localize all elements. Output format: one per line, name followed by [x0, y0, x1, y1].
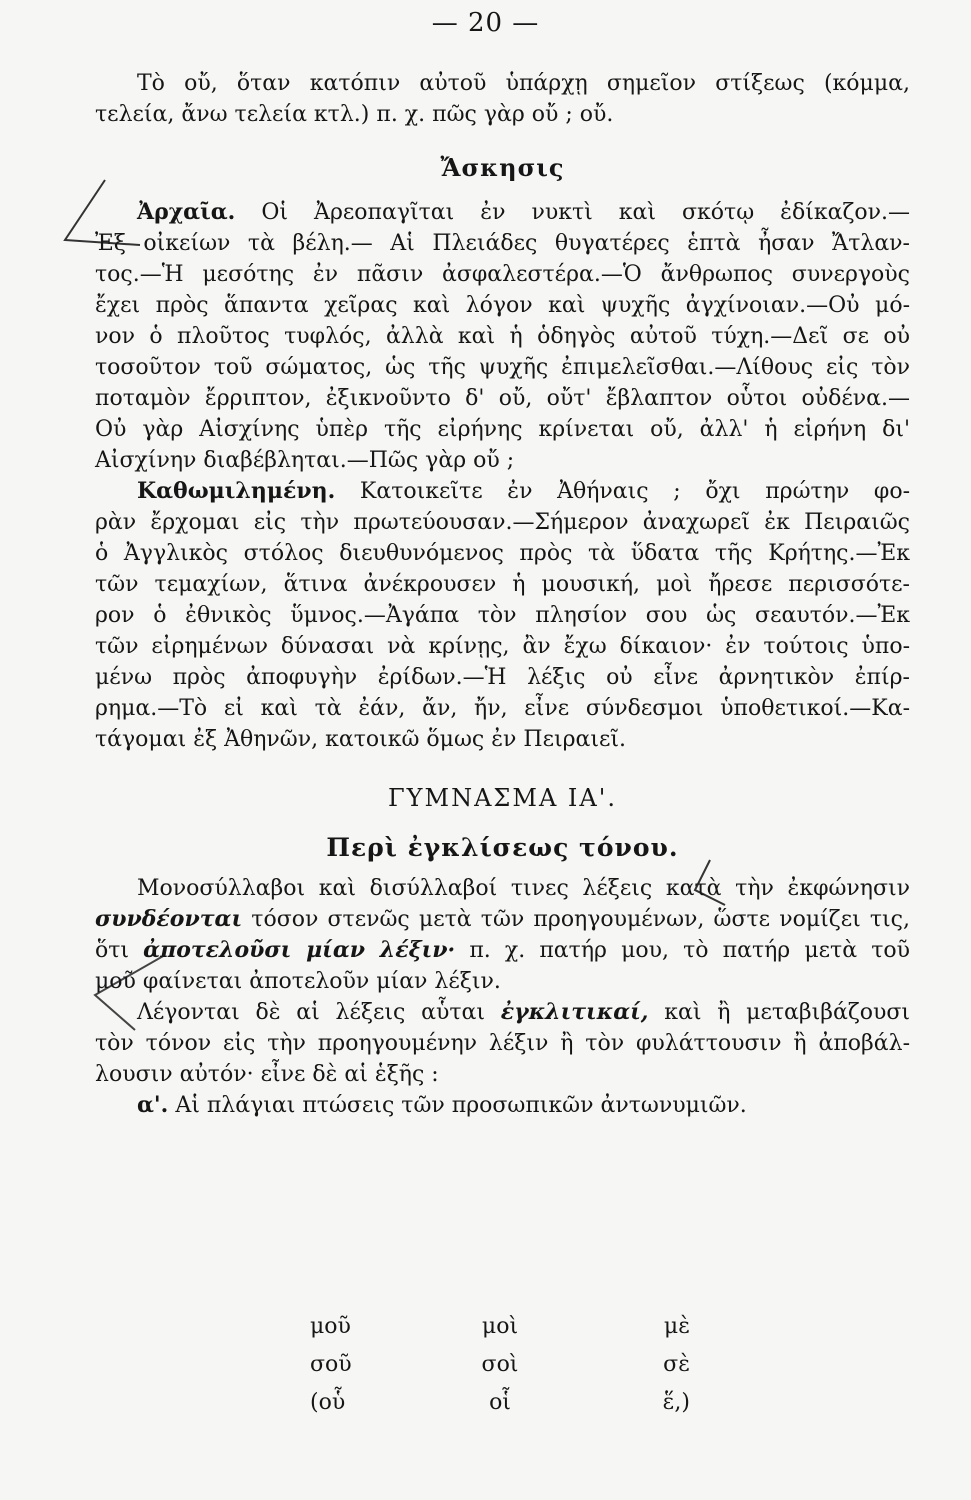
- forms-cell: μοὶ: [481, 1314, 519, 1339]
- para2-line: τὸν τόνον εἰς τὴν προηγουμένην λέξιν ἢ τὸν φυλάττουσιν ἢ ἀποβάλ-: [95, 1031, 910, 1056]
- para1-line: [95, 935, 910, 966]
- para1-line: Μονοσύλλαβοι καὶ δισύλλαβοί τινες λέξεις κατὰ τὴν ἐκφώνησιν: [137, 876, 910, 901]
- section-title: ΓΥΜΝΑΣΜΑ ΙΑ'.: [388, 784, 617, 812]
- forms-row: [310, 1308, 690, 1346]
- ancient-line: νον ὁ πλοῦτος τυφλός, ἀλλὰ καὶ ἡ ὁδηγὸς αὐτοῦ τύχη.—Δεῖ σε οὐ: [95, 324, 910, 349]
- modern-line: τάγομαι ἐξ Ἀθηνῶν, κατοικῶ ὅμως ἐν Πειραιεῖ.: [95, 727, 627, 752]
- ancient-label: Ἀρχαῖα.: [137, 199, 236, 225]
- modern-text: Κατοικεῖτε ἐν Ἀθήναις ; ὄχι πρώτην φο-: [359, 479, 911, 504]
- pronoun-forms-table: [310, 1308, 690, 1422]
- para2-text: Λέγονται δὲ αἱ λέξεις αὗται: [137, 1000, 486, 1025]
- modern-line: ρημα.—Τὸ εἰ καὶ τὰ ἐάν, ἄν, ἤν, εἶνε σύνδεσμοι ὑποθετικοί.—Κα-: [95, 696, 910, 721]
- forms-cell: σὲ: [663, 1352, 690, 1377]
- modern-line: ὁ Ἀγγλικὸς στόλος διευθυνόμενος πρὸς τὰ ὕδατα τῆς Κρήτης.—Ἐκ: [95, 541, 910, 566]
- modern-line: ρον ὁ ἐθνικὸς ὕμνος.—Ἀγάπα τὸν πλησίον σου ὡς σεαυτόν.—Ἐκ: [95, 603, 910, 628]
- para1-line: [95, 904, 910, 935]
- ancient-text: Οἱ Ἀρεοπαγῖται ἐν νυκτὶ καὶ σκότῳ ἐδίκαζον.—: [261, 200, 910, 225]
- ancient-line: ἔχει πρὸς ἅπαντα χεῖρας καὶ λόγον καὶ ψυχῆς ἀγχίνοιαν.—Οὐ μό-: [95, 293, 910, 318]
- para2-line: λουσιν αὐτόν· εἶνε δὲ αἱ ἑξῆς :: [95, 1062, 439, 1087]
- section-subtitle: Περὶ ἐγκλίσεως τόνου.: [326, 833, 679, 862]
- para2-emphasis: ἐγκλιτικαί,: [500, 999, 649, 1025]
- forms-cell: οἷ: [489, 1390, 511, 1415]
- body-text: [95, 68, 910, 1121]
- modern-line: τῶν τεμαχίων, ἅτινα ἀνέκρουσεν ἡ μουσική, μοὶ ἤρεσε περισσότε-: [95, 572, 910, 597]
- ancient-line: Ἐξ οἰκείων τὰ βέλη.— Αἱ Πλειάδες θυγατέρες ἑπτὰ ἦσαν Ἄτλαν-: [95, 231, 910, 256]
- page-number: — 20 —: [431, 8, 540, 38]
- ancient-line: τοσοῦτον τοῦ σώματος, ὡς τῆς ψυχῆς ἐπιμελεῖσθαι.—Λίθους εἰς τὸν: [95, 355, 910, 380]
- modern-line: [95, 476, 910, 507]
- modern-line: ρὰν ἔρχομαι εἰς τὴν πρωτεύουσαν.—Σήμερον ἀναχωρεῖ ἐκ Πειραιῶς: [95, 510, 910, 535]
- forms-cell: (οὗ: [310, 1390, 346, 1415]
- ancient-line: τος.—Ἡ μεσότης ἐν πᾶσιν ἀσφαλεστέρα.—Ὁ ἄνθρωπος συνεργοὺς: [95, 262, 910, 287]
- para1-text: ὅτι: [95, 938, 130, 963]
- forms-cell: σοὶ: [481, 1352, 519, 1377]
- forms-cell: σοῦ: [310, 1352, 352, 1377]
- ancient-line: Οὐ γὰρ Αἰσχίνης ὑπὲρ τῆς εἰρήνης κρίνεται οὔ, ἀλλ' ἡ εἰρήνη δι': [95, 417, 910, 442]
- para1-line: μοῦ φαίνεται ἀποτελοῦν μίαν λέξιν.: [95, 969, 501, 994]
- modern-label: Καθωμιλημένη.: [137, 478, 336, 504]
- item-a-label: α'.: [137, 1092, 169, 1118]
- forms-row: [310, 1346, 690, 1384]
- forms-row: [310, 1384, 690, 1422]
- para2-text: καὶ ἢ μεταβιβάζουσι: [664, 1000, 911, 1025]
- para1-text: τόσον στενῶς μετὰ τῶν προηγουμένων, ὥστε νομίζει τις,: [251, 907, 910, 932]
- para1-text: π. χ. πατήρ μου, τὸ πατήρ μετὰ τοῦ: [469, 938, 910, 963]
- para1-emphasis: συνδέονται: [95, 906, 243, 932]
- forms-cell: μοῦ: [310, 1314, 351, 1339]
- para1-emphasis: ἀποτελοῦσι μίαν λέξιν·: [143, 937, 456, 963]
- intro-line: [95, 68, 910, 99]
- ancient-line: [95, 197, 910, 228]
- para2-line: [95, 997, 910, 1028]
- item-a-text: Αἱ πλάγιαι πτώσεις τῶν προσωπικῶν ἀντωνυμιῶν.: [175, 1093, 747, 1118]
- ancient-line: ποταμὸν ἔρριπτον, ἐξικνοῦντο δ' οὔ, οὔτ' ἔβλαπτον οὗτοι οὐδένα.—: [95, 386, 910, 411]
- modern-line: μένω πρὸς ἀποφυγὴν ἐρίδων.—Ἡ λέξις οὐ εἶνε ἀρνητικὸν ἐπίρ-: [95, 665, 910, 690]
- intro-line-1: Τὸ οὔ, ὅταν κατόπιν αὐτοῦ ὑπάρχῃ σημεῖον στίξεως (κόμμα,: [137, 71, 910, 96]
- intro-line-2: τελεία, ἄνω τελεία κτλ.) π. χ. πῶς γὰρ οὔ ; οὔ.: [95, 102, 614, 127]
- intro-line: [95, 99, 910, 130]
- ancient-line: Αἰσχίνην διαβέβληται.—Πῶς γὰρ οὔ ;: [95, 448, 515, 473]
- exercises-heading: Ἄσκησις: [440, 153, 565, 182]
- forms-cell: ἕ,): [662, 1390, 690, 1415]
- item-a: [95, 1090, 910, 1121]
- forms-cell: μὲ: [663, 1314, 690, 1339]
- modern-line: τῶν εἰρημένων δύνασαι νὰ κρίνῃς, ἂν ἔχω δίκαιον· ἐν τούτοις ὑπο-: [95, 634, 910, 659]
